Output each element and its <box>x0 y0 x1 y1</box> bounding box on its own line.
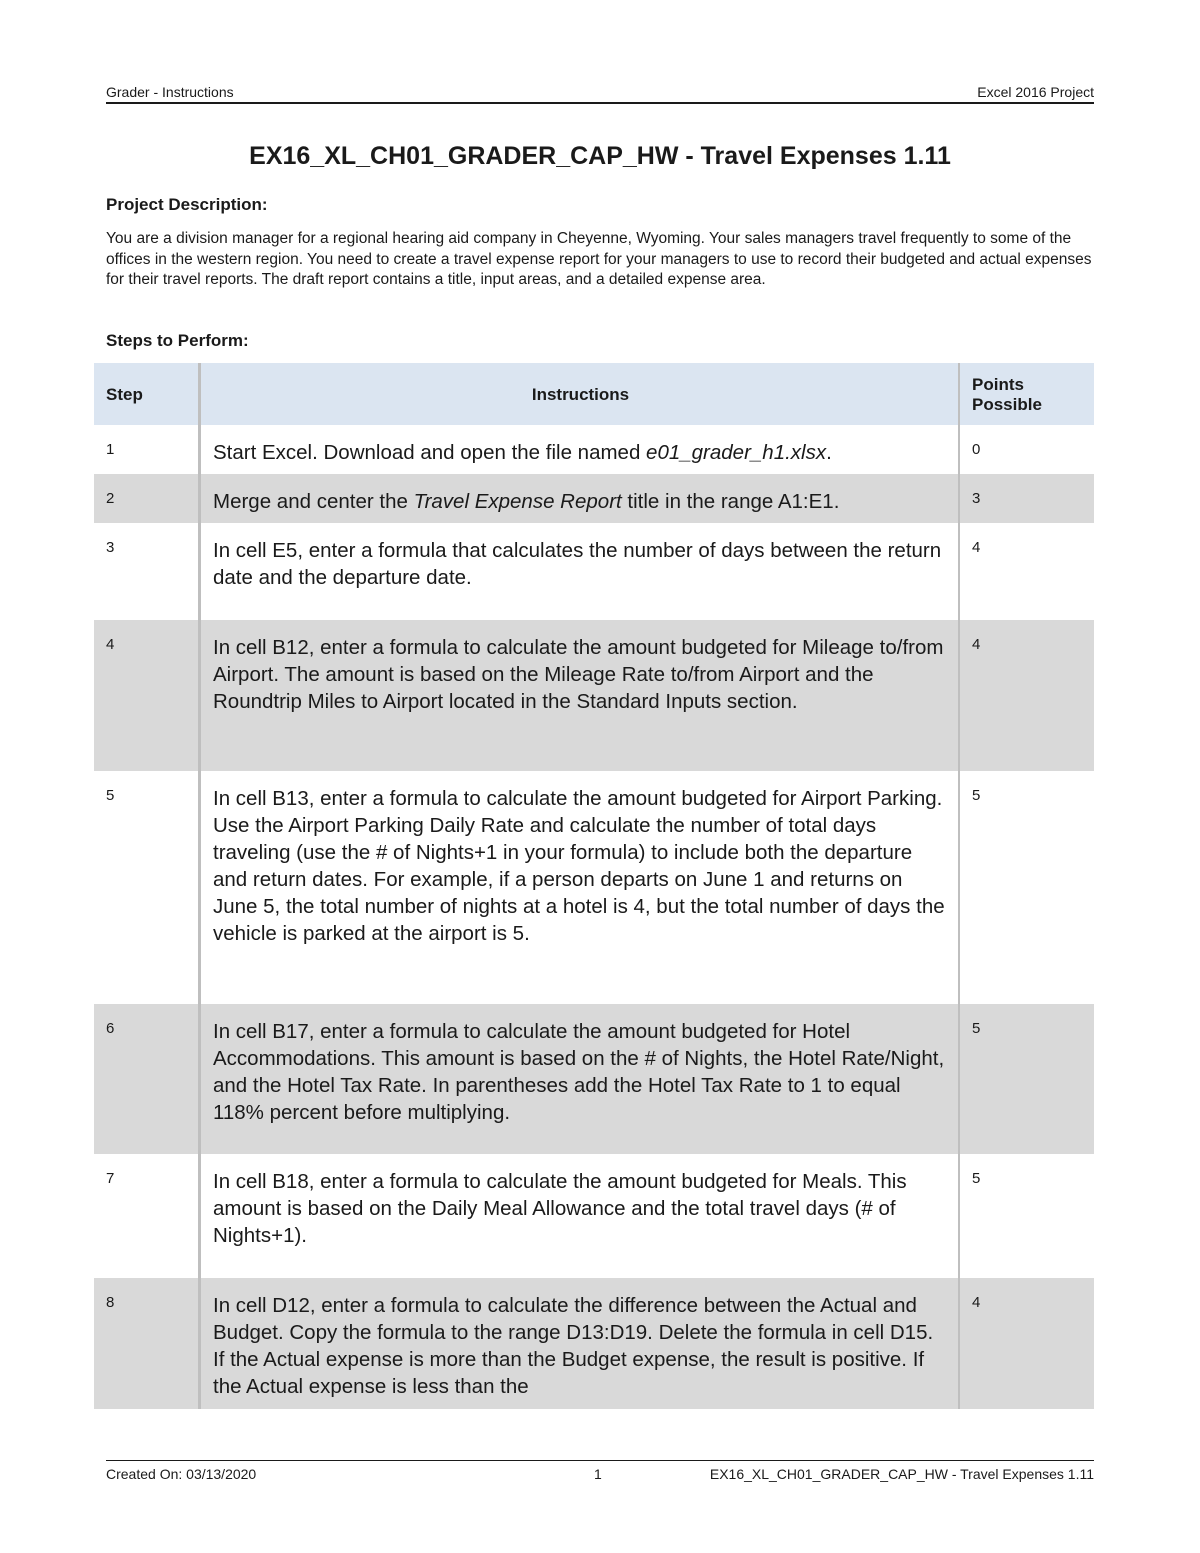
step-instructions: In cell D12, enter a formula to calculate the difference between the Actual and Budget. Copy the formula to the range D13:D19. Delete the formula in cell D15. If the Actual expense is more than the Budget expense, the result is positive. If the Actual expense is less than the <box>198 1278 960 1409</box>
step-number: 5 <box>106 787 115 804</box>
footer-created-date: Created On: 03/13/2020 <box>106 1466 257 1482</box>
header-rule <box>106 102 1094 104</box>
column-header-instructions: Instructions <box>198 363 960 425</box>
step-number: 7 <box>106 1170 115 1187</box>
table-row <box>94 771 1094 1004</box>
header-left: Grader - Instructions <box>106 84 234 100</box>
table-row <box>94 1004 1094 1154</box>
column-header-step: Step <box>106 385 143 404</box>
table-header-row <box>94 363 1094 425</box>
step-points: 3 <box>972 490 981 507</box>
step-number: 3 <box>106 539 115 556</box>
table-row <box>94 523 1094 620</box>
step-number: 8 <box>106 1294 115 1311</box>
table-row <box>94 1278 1094 1409</box>
footer-page-number: 1 <box>594 1466 602 1482</box>
header-right: Excel 2016 Project <box>977 84 1094 100</box>
footer-rule <box>106 1460 1094 1461</box>
step-points: 0 <box>972 441 981 458</box>
steps-heading: Steps to Perform: <box>106 331 249 350</box>
page-title: EX16_XL_CH01_GRADER_CAP_HW - Travel Expenses 1.11 <box>249 142 951 170</box>
table-row <box>94 425 1094 474</box>
footer-doc-title: EX16_XL_CH01_GRADER_CAP_HW - Travel Expenses 1.11 <box>709 1466 1094 1482</box>
step-points: 5 <box>972 1170 981 1187</box>
table-row <box>94 620 1094 771</box>
step-points: 5 <box>972 1020 981 1037</box>
step-instructions: In cell B18, enter a formula to calculate the amount budgeted for Meals. This amount is based on the Daily Meal Allowance and the total travel days (# of Nights+1). <box>198 1154 960 1278</box>
table-row <box>94 474 1094 523</box>
step-points: 4 <box>972 636 981 653</box>
table-row <box>94 1154 1094 1278</box>
step-instructions: In cell B13, enter a formula to calculate the amount budgeted for Airport Parking. Use the Airport Parking Daily Rate and calculate the number of total days traveling (use the # of Nights+1 in your formula) to include both the departure and return dates. For example, if a person departs on June 1 and returns on June 5, the total number of nights at a hotel is 4, but the total number of days the vehicle is parked at the airport is 5. <box>198 771 960 1004</box>
steps-table <box>94 363 1094 1409</box>
step-number: 6 <box>106 1020 115 1037</box>
step-number: 1 <box>106 441 115 458</box>
step-instructions: In cell B17, enter a formula to calculate the amount budgeted for Hotel Accommodations. This amount is based on the # of Nights, the Hotel Rate/Night, and the Hotel Tax Rate. In parentheses add the Hotel Tax Rate to 1 to equal 118% percent before multiplying. <box>198 1004 960 1154</box>
step-instructions: In cell E5, enter a formula that calculates the number of days between the return date and the departure date. <box>198 523 960 620</box>
step-points: 4 <box>972 1294 981 1311</box>
step-instructions: Merge and center the Travel Expense Report title in the range A1:E1. <box>198 474 960 523</box>
step-number: 4 <box>106 636 115 653</box>
description-heading: Project Description: <box>106 195 268 214</box>
column-header-points: Points Possible <box>972 375 1042 414</box>
step-instructions: In cell B12, enter a formula to calculate the amount budgeted for Mileage to/from Airport. The amount is based on the Mileage Rate to/from Airport and the Roundtrip Miles to Airport located in the Standard Inputs section. <box>198 620 960 771</box>
description-text: You are a division manager for a regional hearing aid company in Cheyenne, Wyoming. Your sales managers travel frequently to some of the offices in the western region. You need to create a travel expense report for your managers to use to record their budgeted and actual expenses for their travel reports. The draft report contains a title, input areas, and a detailed expense area. <box>106 230 1092 288</box>
step-points: 5 <box>972 787 981 804</box>
step-number: 2 <box>106 490 115 507</box>
step-instructions: Start Excel. Download and open the file named e01_grader_h1.xlsx. <box>198 425 960 474</box>
step-points: 4 <box>972 539 981 556</box>
